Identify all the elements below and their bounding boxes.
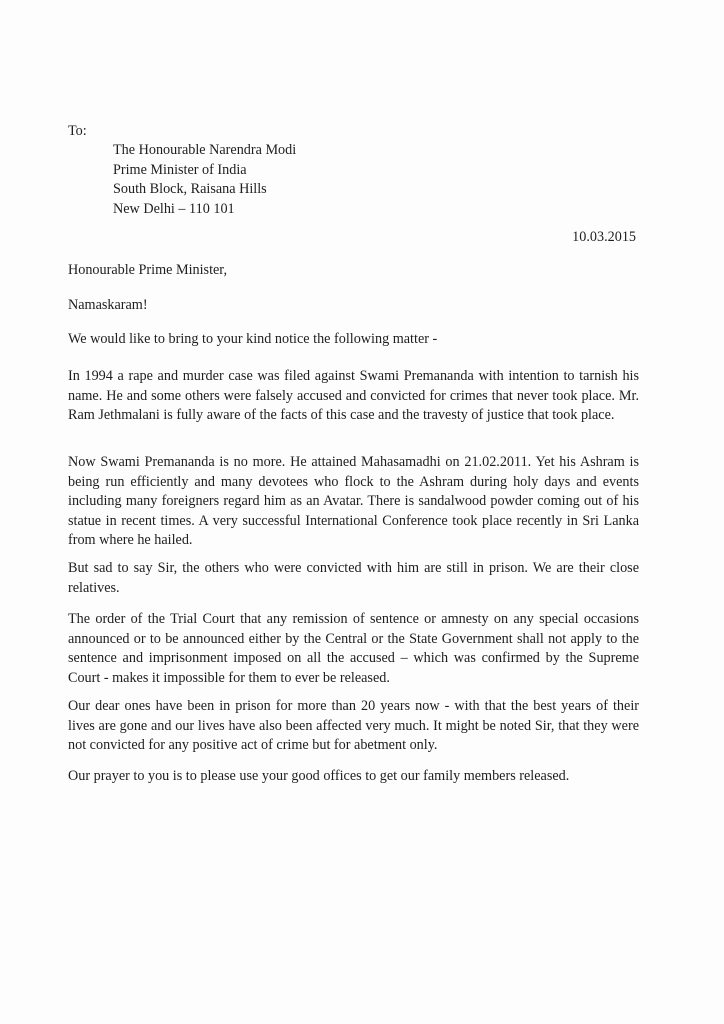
paragraph-years-in-prison: Our dear ones have been in prison for more than 20 years now - with that the best years of their lives are gone and our lives have also been affected very much. It might be noted Sir, that they were not convicted for any positive act of crime but for abetment only. xyxy=(68,698,639,754)
paragraph-prayer: Our prayer to you is to please use your good offices to get our family members released. xyxy=(68,768,570,784)
greeting: Namaskaram! xyxy=(68,297,148,313)
to-label: To: xyxy=(68,123,87,139)
intro-line: We would like to bring to your kind notice the following matter - xyxy=(68,331,438,347)
address-line-title: Prime Minister of India xyxy=(113,161,247,178)
paragraph-court-order: The order of the Trial Court that any remission of sentence or amnesty on any special occasions announced or to be announced either by the Central or the State Government shall not apply to the sentence and imprisonment imposed on all the accused – which was confirmed by the Supreme Court - makes it impossible for them to ever be released. xyxy=(68,611,639,686)
paragraph-mahasamadhi: Now Swami Premananda is no more. He attained Mahasamadhi on 21.02.2011. Yet his Ashram is being run efficiently and many devotees who flock to the Ashram during holy days and events including many foreigners regard him as an Avatar. There is sandalwood powder coming out of his statue in recent times. A very successful International Conference took place recently in Sri Lanka from where he hailed. xyxy=(68,454,639,549)
paragraph-case-history: In 1994 a rape and murder case was filed against Swami Premananda with intention to tarnish his name. He and some others were falsely accused and convicted for crimes that never took place. Mr. Ram Jethmalani is fully aware of the facts of this case and the travesty of justice that took place. xyxy=(68,368,639,424)
address-line-city: New Delhi – 110 101 xyxy=(113,200,235,217)
address-line-name: The Honourable Narendra Modi xyxy=(113,142,297,158)
recipient-address xyxy=(113,141,296,219)
address-line-street: South Block, Raisana Hills xyxy=(113,181,267,198)
salutation: Honourable Prime Minister, xyxy=(68,262,228,278)
letter-date: 10.03.2015 xyxy=(572,229,636,245)
paragraph-still-in-prison: But sad to say Sir, the others who were convicted with him are still in prison. We are their close relatives. xyxy=(68,560,639,596)
